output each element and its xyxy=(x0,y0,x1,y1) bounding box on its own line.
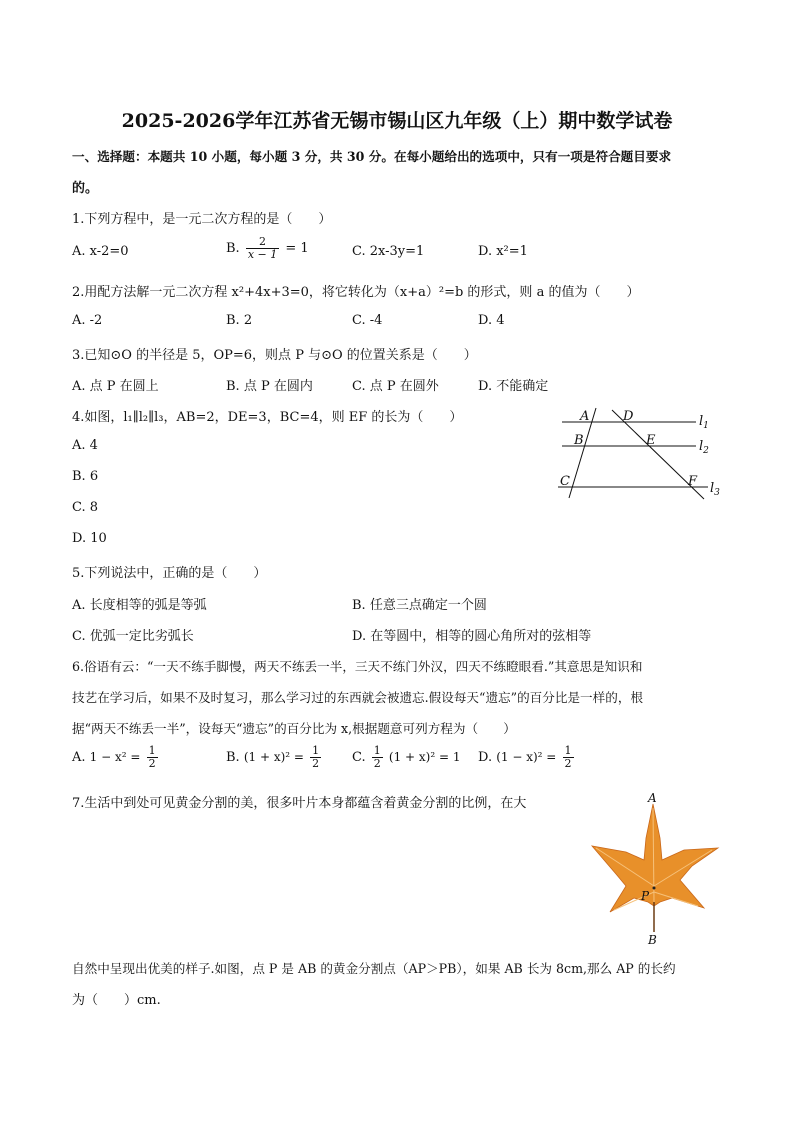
question-2-option-b: B. 2 xyxy=(226,313,253,328)
label-b: B xyxy=(574,433,584,448)
question-2-option-c: C. -4 xyxy=(352,313,383,328)
label-e: E xyxy=(646,433,656,448)
label-d: D xyxy=(623,409,634,424)
label-b: B xyxy=(648,933,657,947)
question-3-option-b: B. 点 P 在圆内 xyxy=(226,379,313,394)
question-7-stem-line1: 7.生活中到处可见黄金分割的美，很多叶片本身都蕴含着黄金分割的比例，在大 xyxy=(72,796,527,811)
question-6-stem-line1: 6.俗语有云：“一天不练手脚慢，两天不练丢一半，三天不练门外汉，四天不练瞪眼看.”其意思是知识和 xyxy=(72,659,643,674)
question-5-option-a: A. 长度相等的弧是等弧 xyxy=(72,598,207,613)
question-4-stem: 4.如图，l₁∥l₂∥l₃，AB=2，DE=3，BC=4，则 EF 的长为（ ） xyxy=(72,410,463,425)
question-4-option-d: D. 10 xyxy=(72,531,107,546)
section-heading-cont: 的。 xyxy=(72,181,99,196)
question-3-option-c: C. 点 P 在圆外 xyxy=(352,379,439,394)
question-7-stem-line3: 为（ ）cm. xyxy=(72,993,161,1008)
leaf-figure xyxy=(588,790,723,950)
question-6-option-b: B. (1 + x)² = $\frac{1}{2}$ xyxy=(226,744,320,770)
question-2-stem: 2.用配方法解一元二次方程 x²+4x+3=0，将它转化为（x+a）²=b 的形式，则 a 的值为（ ） xyxy=(72,285,640,300)
label-c: C xyxy=(560,474,570,489)
question-3-option-d: D. 不能确定 xyxy=(478,379,549,394)
label-l3: $l_3$ xyxy=(710,481,720,498)
label-a: A xyxy=(580,409,590,424)
question-6-option-d: D. (1 − x)² = $\frac{1}{2}$ xyxy=(478,744,572,770)
page-title: 2025-2026学年江苏省无锡市锡山区九年级（上）期中数学试卷 xyxy=(121,110,673,132)
question-1-option-b: B. $\frac{2}{x - 1}$ = 1 xyxy=(226,235,309,261)
question-1-stem: 1.下列方程中，是一元二次方程的是（ ） xyxy=(72,212,332,227)
label-a: A xyxy=(648,791,657,805)
question-5-option-c: C. 优弧一定比劣弧长 xyxy=(72,629,194,644)
question-4-option-c: C. 8 xyxy=(72,500,99,515)
question-5-option-d: D. 在等圆中，相等的圆心角所对的弦相等 xyxy=(352,629,592,644)
question-1-option-d: D. x²=1 xyxy=(478,244,528,259)
question-1-option-a: A. x-2=0 xyxy=(72,244,129,259)
question-2-option-d: D. 4 xyxy=(478,313,505,328)
question-4-option-a: A. 4 xyxy=(72,438,98,453)
label-f: F xyxy=(688,474,698,489)
question-6-option-a: A. 1 − x² = $\frac{1}{2}$ xyxy=(72,744,156,770)
parallel-lines-figure xyxy=(550,402,730,502)
question-2-option-a: A. -2 xyxy=(72,313,103,328)
question-5-option-b: B. 任意三点确定一个圆 xyxy=(352,598,487,613)
question-6-stem-line2: 技艺在学习后，如果不及时复习，那么学习过的东西就会被遗忘.假设每天“遗忘”的百分比是一样的，根 xyxy=(72,690,644,705)
section-heading: 一、选择题：本题共 10 小题，每小题 3 分，共 30 分。在每小题给出的选项中，只有一项是符合题目要求 xyxy=(72,149,672,164)
question-4-option-b: B. 6 xyxy=(72,469,99,484)
label-l2: $l_2$ xyxy=(699,439,709,456)
label-l1: $l_1$ xyxy=(699,414,709,431)
question-5-stem: 5.下列说法中，正确的是（ ） xyxy=(72,566,267,581)
question-3-option-a: A. 点 P 在圆上 xyxy=(72,379,159,394)
point-p xyxy=(653,887,656,890)
label-p: P xyxy=(641,889,650,903)
question-1-option-c: C. 2x-3y=1 xyxy=(352,244,425,259)
question-6-stem-line3: 据“两天不练丢一半”，设每天“遗忘”的百分比为 x,根据题意可列方程为（ ） xyxy=(72,721,516,736)
question-3-stem: 3.已知⊙O 的半径是 5，OP=6，则点 P 与⊙O 的位置关系是（ ） xyxy=(72,348,477,363)
fraction: $\frac{2}{x - 1}$ xyxy=(247,235,278,261)
question-7-stem-line2: 自然中呈现出优美的样子.如图，点 P 是 AB 的黄金分割点（AP＞PB），如果 AB 长为 8cm,那么 AP 的长约 xyxy=(72,961,676,976)
question-6-option-c: C. $\frac{1}{2}$ (1 + x)² = 1 xyxy=(352,744,461,770)
